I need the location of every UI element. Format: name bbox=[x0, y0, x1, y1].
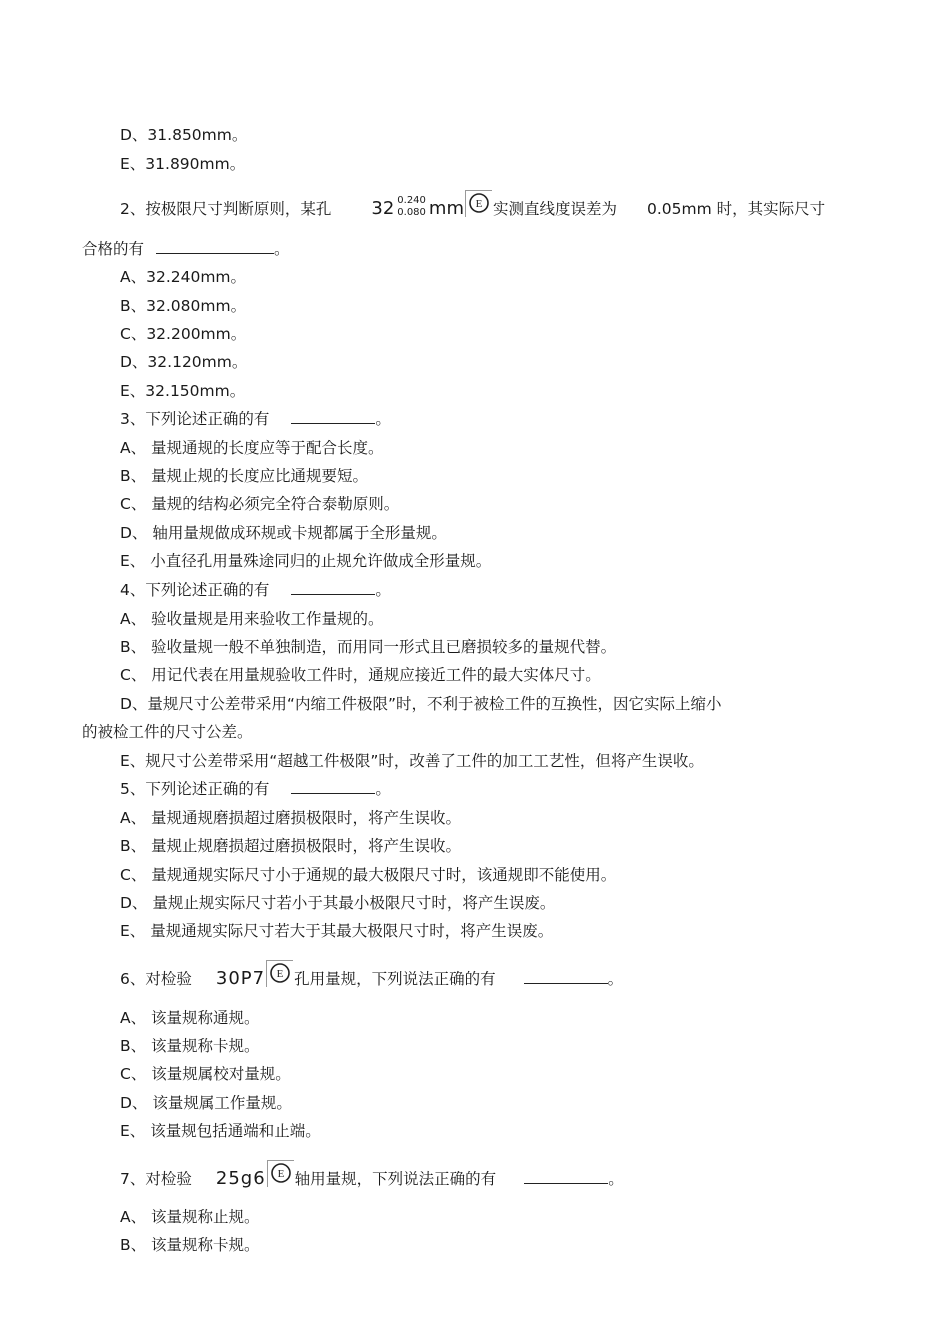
q2-stem-post: 实测直线度误差为 bbox=[493, 200, 618, 218]
envelope-letter: E bbox=[475, 198, 483, 210]
q2-upper-deviation: 0.240 bbox=[397, 194, 426, 206]
q5-stem bbox=[120, 779, 391, 799]
q6-option-a: A、 该量规称通规。 bbox=[120, 1009, 260, 1027]
envelope-requirement-icon bbox=[266, 960, 293, 987]
q7-option-a: A、 该量规称止规。 bbox=[120, 1208, 260, 1226]
q2-value: 0.05mm bbox=[647, 200, 712, 218]
q7-spec: 25g6 bbox=[215, 1168, 266, 1189]
q4-stem-text: 4、下列论述正确的有 bbox=[120, 581, 270, 599]
envelope-requirement-icon bbox=[267, 1160, 294, 1187]
q2-tolerance bbox=[397, 195, 426, 219]
q2-dimension: 32 bbox=[371, 198, 395, 219]
q2-option-c: C、32.200mm。 bbox=[120, 325, 247, 343]
q3-option-a: A、 量规通规的长度应等于配合长度。 bbox=[120, 439, 384, 457]
envelope-letter: E bbox=[277, 1168, 285, 1180]
q6-end: 。 bbox=[607, 970, 624, 988]
q6-stem bbox=[120, 966, 623, 993]
q5-end: 。 bbox=[375, 780, 391, 798]
q2-option-a: A、32.240mm。 bbox=[120, 268, 247, 286]
q2-line2-text: 合格的有 bbox=[82, 240, 145, 258]
q2-stem-tail: 时，其实际尺寸 bbox=[716, 200, 826, 218]
q6-option-c: C、 该量规属校对量规。 bbox=[120, 1065, 291, 1083]
q7-stem bbox=[120, 1166, 624, 1193]
q3-end: 。 bbox=[375, 410, 391, 428]
q2-lower-deviation: 0.080 bbox=[397, 206, 426, 218]
q4-option-a: A、 验收量规是用来验收工作量规的。 bbox=[120, 610, 384, 628]
q6-answer-blank[interactable] bbox=[524, 969, 608, 984]
q7-end: 。 bbox=[608, 1170, 624, 1188]
q7-option-b: B、 该量规称卡规。 bbox=[120, 1236, 260, 1254]
q4-option-e: E、规尺寸公差带采用“超越工件极限”时，改善了工件的加工工艺性，但将产生误收。 bbox=[120, 752, 704, 770]
q3-option-b: B、 量规止规的长度应比通规要短。 bbox=[120, 467, 369, 485]
q2-option-b: B、32.080mm。 bbox=[120, 297, 247, 315]
q5-stem-text: 5、下列论述正确的有 bbox=[120, 780, 270, 798]
q2-stem bbox=[120, 196, 825, 223]
q3-option-e: E、 小直径孔用量殊途同归的止规允许做成全形量规。 bbox=[120, 552, 492, 570]
q4-option-d: D、量规尺寸公差带采用“内缩工件极限”时，不利于被检工件的互换性，因它实际上缩小 bbox=[120, 695, 722, 713]
q4-answer-blank[interactable] bbox=[291, 580, 375, 595]
q6-option-e: E、 该量规包括通端和止端。 bbox=[120, 1122, 321, 1140]
q3-option-c: C、 量规的结构必须完全符合泰勒原则。 bbox=[120, 495, 400, 513]
q1-option-d: D、31.850mm。 bbox=[120, 126, 248, 144]
q4-option-c: C、 用记代表在用量规验收工件时，通规应接近工件的最大实体尺寸。 bbox=[120, 666, 601, 684]
q3-option-d: D、 轴用量规做成环规或卡规都属于全形量规。 bbox=[120, 524, 447, 542]
q5-option-c: C、 量规通规实际尺寸小于通规的最大极限尺寸时，该通规即不能使用。 bbox=[120, 866, 617, 884]
q4-option-d-cont: 的被检工件的尺寸公差。 bbox=[82, 723, 253, 741]
q5-option-b: B、 量规止规磨损超过磨损极限时，将产生误收。 bbox=[120, 837, 462, 855]
q6-option-d: D、 该量规属工作量规。 bbox=[120, 1094, 292, 1112]
q2-option-d: D、32.120mm。 bbox=[120, 353, 248, 371]
q3-stem bbox=[120, 409, 391, 429]
q5-answer-blank[interactable] bbox=[291, 779, 375, 794]
q2-end: 。 bbox=[274, 240, 290, 258]
q4-stem bbox=[120, 580, 391, 600]
q3-answer-blank[interactable] bbox=[291, 409, 375, 424]
q6-spec: 30P7 bbox=[215, 968, 266, 989]
q5-option-d: D、 量规止规实际尺寸若小于其最小极限尺寸时，将产生误废。 bbox=[120, 894, 556, 912]
q1-option-e: E、31.890mm。 bbox=[120, 155, 246, 173]
q6-stem-pre: 6、对检验 bbox=[120, 970, 192, 988]
q7-stem-post: 轴用量规，下列说法正确的有 bbox=[294, 1170, 497, 1188]
q2-unit: mm bbox=[428, 198, 464, 219]
q3-stem-text: 3、下列论述正确的有 bbox=[120, 410, 270, 428]
q2-stem-line2 bbox=[82, 239, 290, 259]
q6-stem-post: 孔用量规，下列说法正确的有 bbox=[294, 970, 496, 988]
q2-answer-blank[interactable] bbox=[156, 239, 274, 254]
q7-answer-blank[interactable] bbox=[524, 1169, 608, 1184]
envelope-requirement-icon bbox=[465, 190, 492, 217]
q7-stem-pre: 7、对检验 bbox=[120, 1170, 192, 1188]
q2-stem-pre: 2、按极限尺寸判断原则，某孔 bbox=[120, 200, 332, 218]
q2-option-e: E、32.150mm。 bbox=[120, 382, 246, 400]
q4-option-b: B、 验收量规一般不单独制造，而用同一形式且已磨损较多的量规代替。 bbox=[120, 638, 617, 656]
envelope-letter: E bbox=[276, 968, 284, 980]
q4-end: 。 bbox=[375, 581, 391, 599]
q5-option-e: E、 量规通规实际尺寸若大于其最大极限尺寸时，将产生误废。 bbox=[120, 922, 554, 940]
q6-option-b: B、 该量规称卡规。 bbox=[120, 1037, 260, 1055]
q5-option-a: A、 量规通规磨损超过磨损极限时，将产生误收。 bbox=[120, 809, 462, 827]
